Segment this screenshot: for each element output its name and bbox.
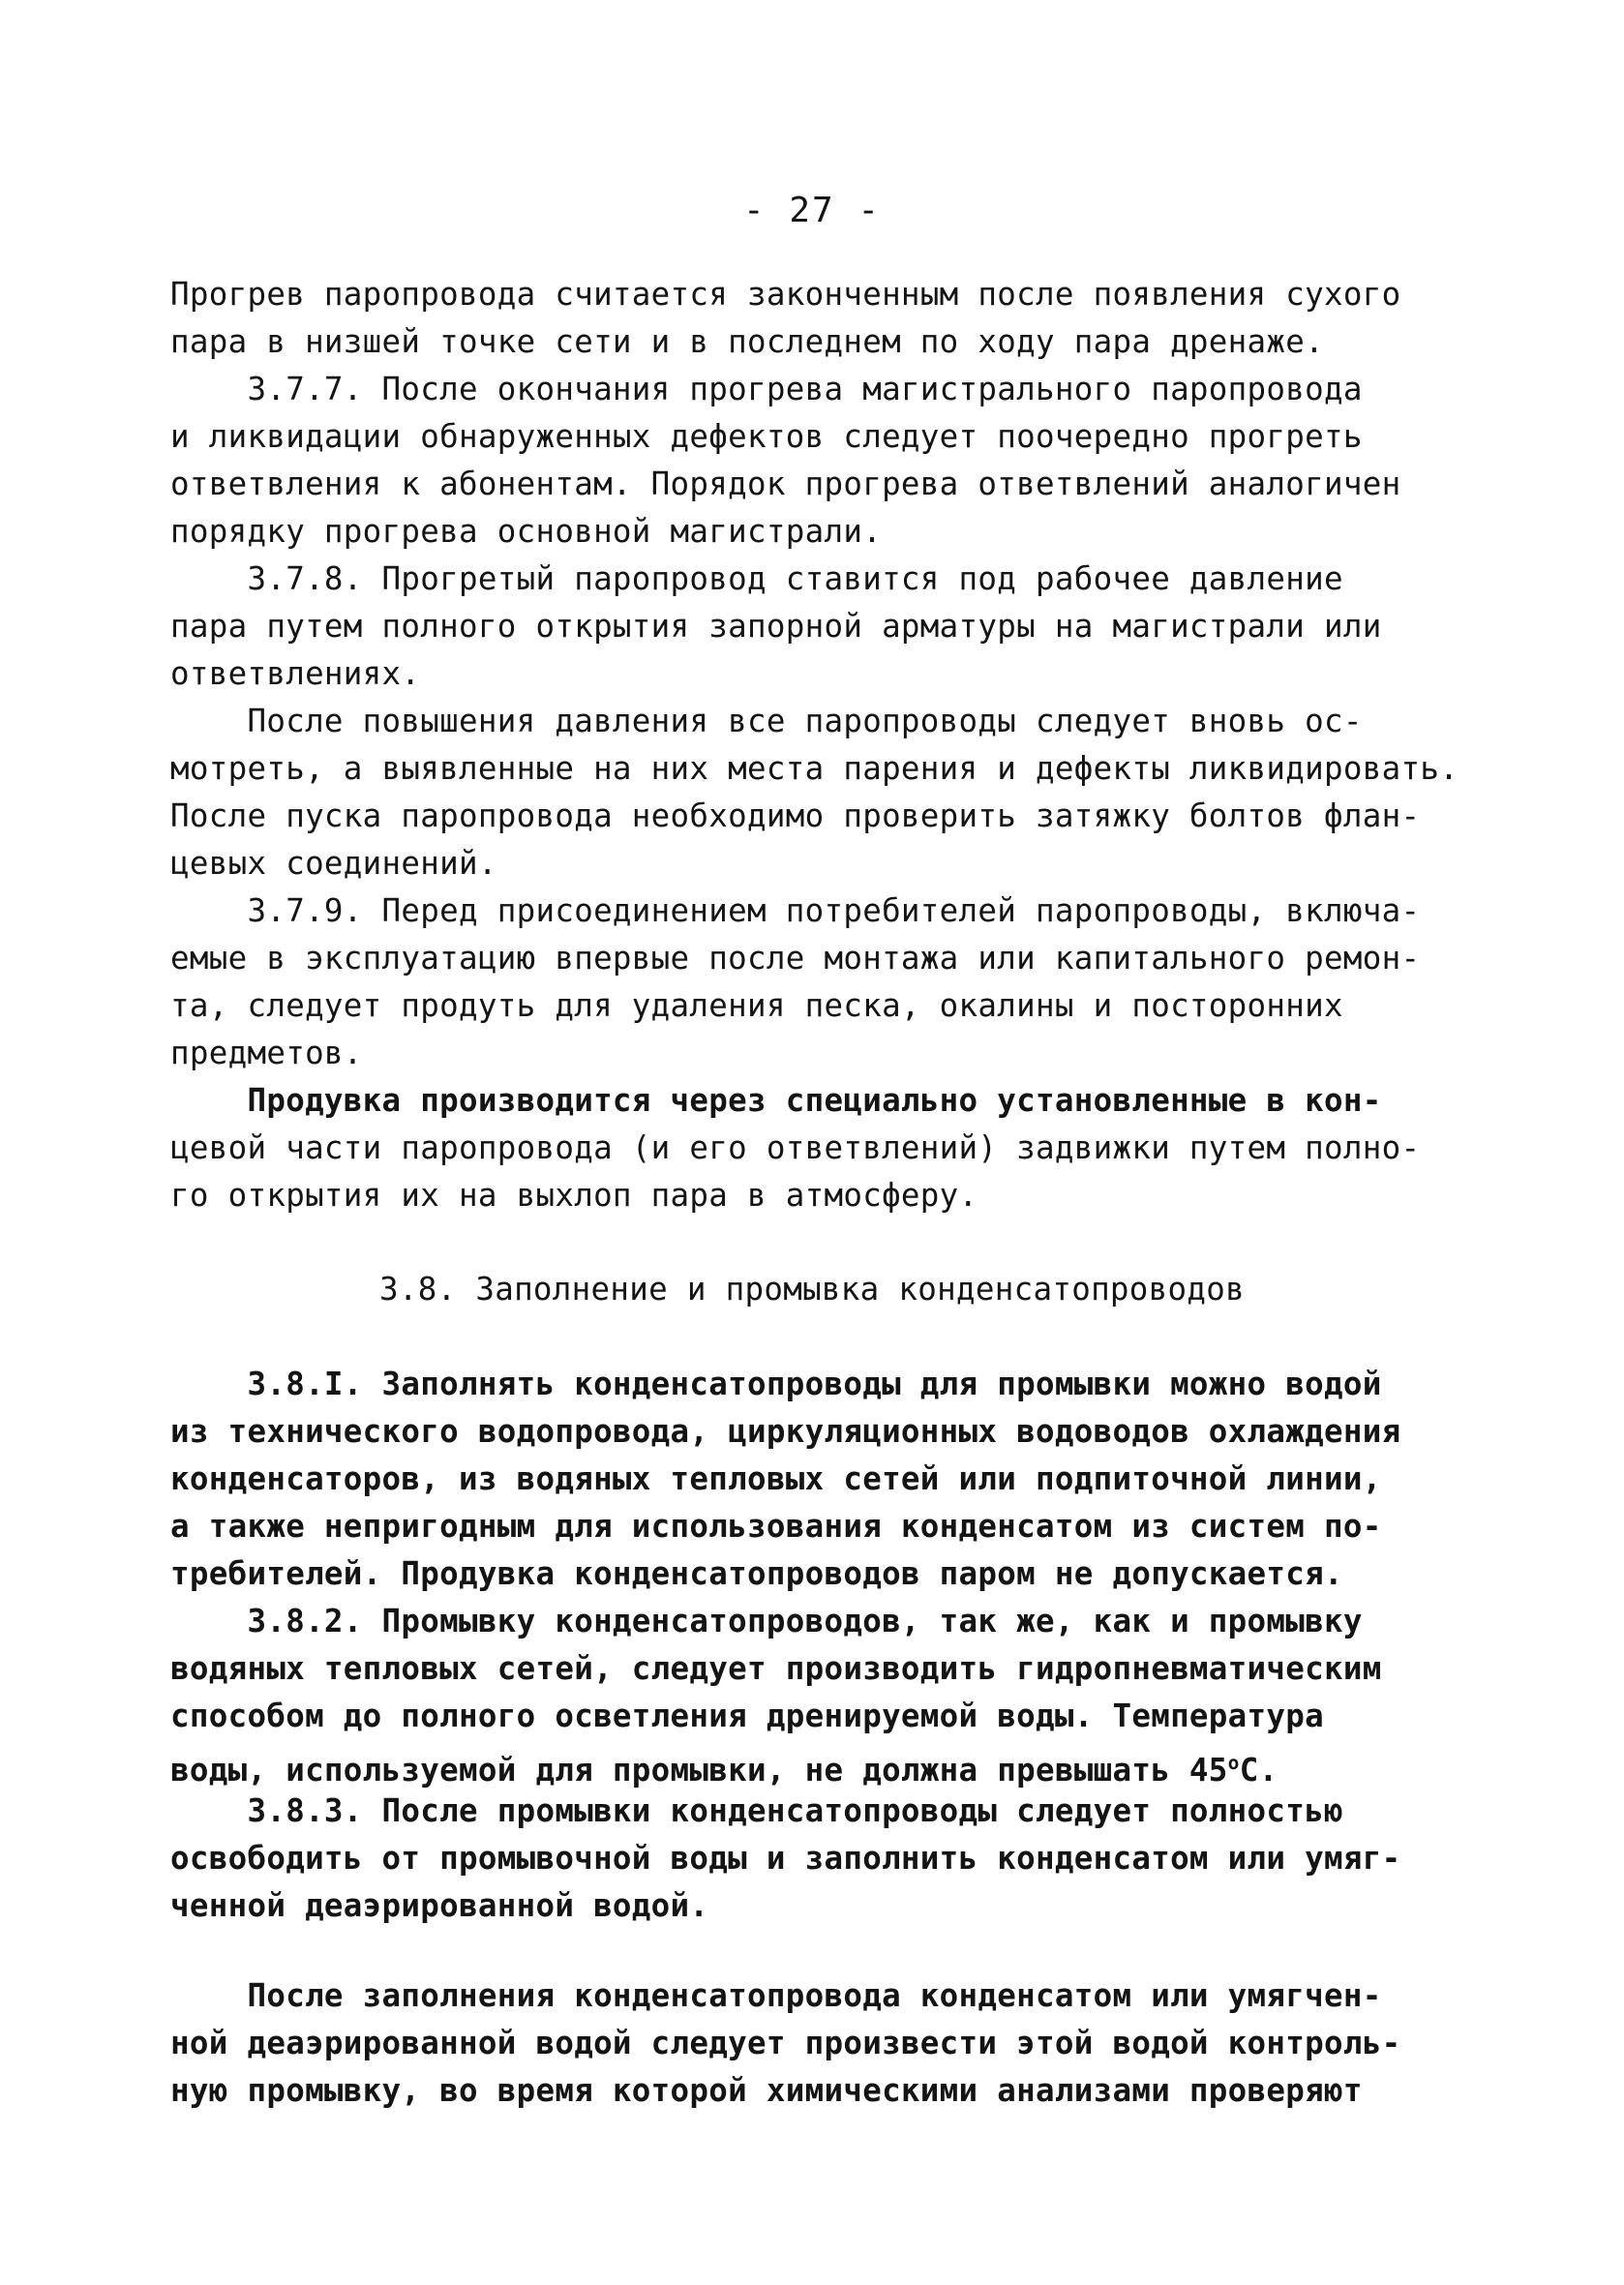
section-heading: 3.8. Заполнение и промывка конденсатопроводов — [379, 1271, 1245, 1308]
text-line: пара в низшей точке сети и в последнем по ходу пара дренаже. — [170, 323, 1324, 360]
text-line: цевой части паропровода (и его ответвлений) задвижки путем полно- — [170, 1129, 1421, 1166]
text-line: ченной деаэрированной водой. — [170, 1887, 709, 1924]
text-line: мотреть, а выявленные на них места парения и дефекты ликвидировать. — [170, 750, 1459, 787]
text-line: После заполнения конденсатопровода конденсатом или умягчен- — [170, 1977, 1382, 2014]
text-line: ную промывку, во время которой химическими анализами проверяют — [170, 2072, 1363, 2109]
text-line: цевых соединений. — [170, 845, 497, 882]
text-line: 3.7.8. Прогретый паропровод ставится под рабочее давление — [170, 560, 1343, 597]
text-line: ответвления к абонентам. Порядок прогрева ответвлений аналогичен — [170, 466, 1401, 502]
text-line: ответвлениях. — [170, 655, 421, 692]
text-line: го открытия их на выхлоп пара в атмосферу. — [170, 1177, 978, 1214]
text-line: 3.8.3. После промывки конденсатопроводы следует полностью — [170, 1792, 1343, 1829]
page-number: - 27 - — [742, 191, 882, 230]
text-line: пара путем полного открытия запорной арматуры на магистрали или — [170, 608, 1382, 645]
text-line: После пуска паропровода необходимо проверить затяжку болтов флан- — [170, 797, 1421, 834]
text-line: После повышения давления все паропроводы следует вновь ос- — [170, 703, 1363, 739]
text-line: Продувка производится через специально установленные в кон- — [170, 1082, 1382, 1119]
text-line: ной деаэрированной водой следует произвести этой водой контроль- — [170, 2025, 1401, 2061]
text-line: та, следует продуть для удаления песка, окалины и посторонних — [170, 987, 1343, 1024]
text-line: 3.8.2. Промывку конденсатопроводов, так же, как и промывку — [170, 1603, 1363, 1639]
text-line: емые в эксплуатацию впервые после монтажа или капитального ремон- — [170, 940, 1421, 977]
text-line: порядку прогрева основной магистрали. — [170, 513, 883, 550]
text-line: а также непригодным для использования конденсатом из систем по- — [170, 1508, 1382, 1545]
text-line: из технического водопровода, циркуляционных водоводов охлаждения — [170, 1413, 1401, 1450]
text-line: Прогрев паропровода считается законченным после появления сухого — [170, 276, 1401, 313]
text-line: предметов. — [170, 1035, 363, 1071]
text-line: и ликвидации обнаруженных дефектов следует поочередно прогреть — [170, 418, 1363, 455]
text-line: 3.7.7. После окончания прогрева магистрального паропровода — [170, 371, 1363, 407]
text-line: водяных тепловых сетей, следует производить гидропневматическим — [170, 1650, 1382, 1687]
text-line-with-temperature — [170, 1742, 1278, 1791]
text-line-fragment: воды, используемой для промывки, не должна превышать 45 — [170, 1751, 1228, 1789]
temperature-superscript: о — [1227, 1752, 1240, 1774]
text-line: 3.7.9. Перед присоединением потребителей паропроводы, включа- — [170, 892, 1421, 929]
text-line: 3.8.I. Заполнять конденсатопроводы для промывки можно водой — [170, 1366, 1382, 1402]
text-line: требителей. Продувка конденсатопроводов паром не допускается. — [170, 1555, 1343, 1592]
temperature-unit: С. — [1239, 1751, 1278, 1789]
text-line: освободить от промывочной воды и заполнить конденсатом или умяг- — [170, 1840, 1401, 1877]
text-line: конденсаторов, из водяных тепловых сетей или подпиточной линии, — [170, 1460, 1382, 1497]
text-line: способом до полного осветления дренируемой воды. Температура — [170, 1698, 1324, 1734]
